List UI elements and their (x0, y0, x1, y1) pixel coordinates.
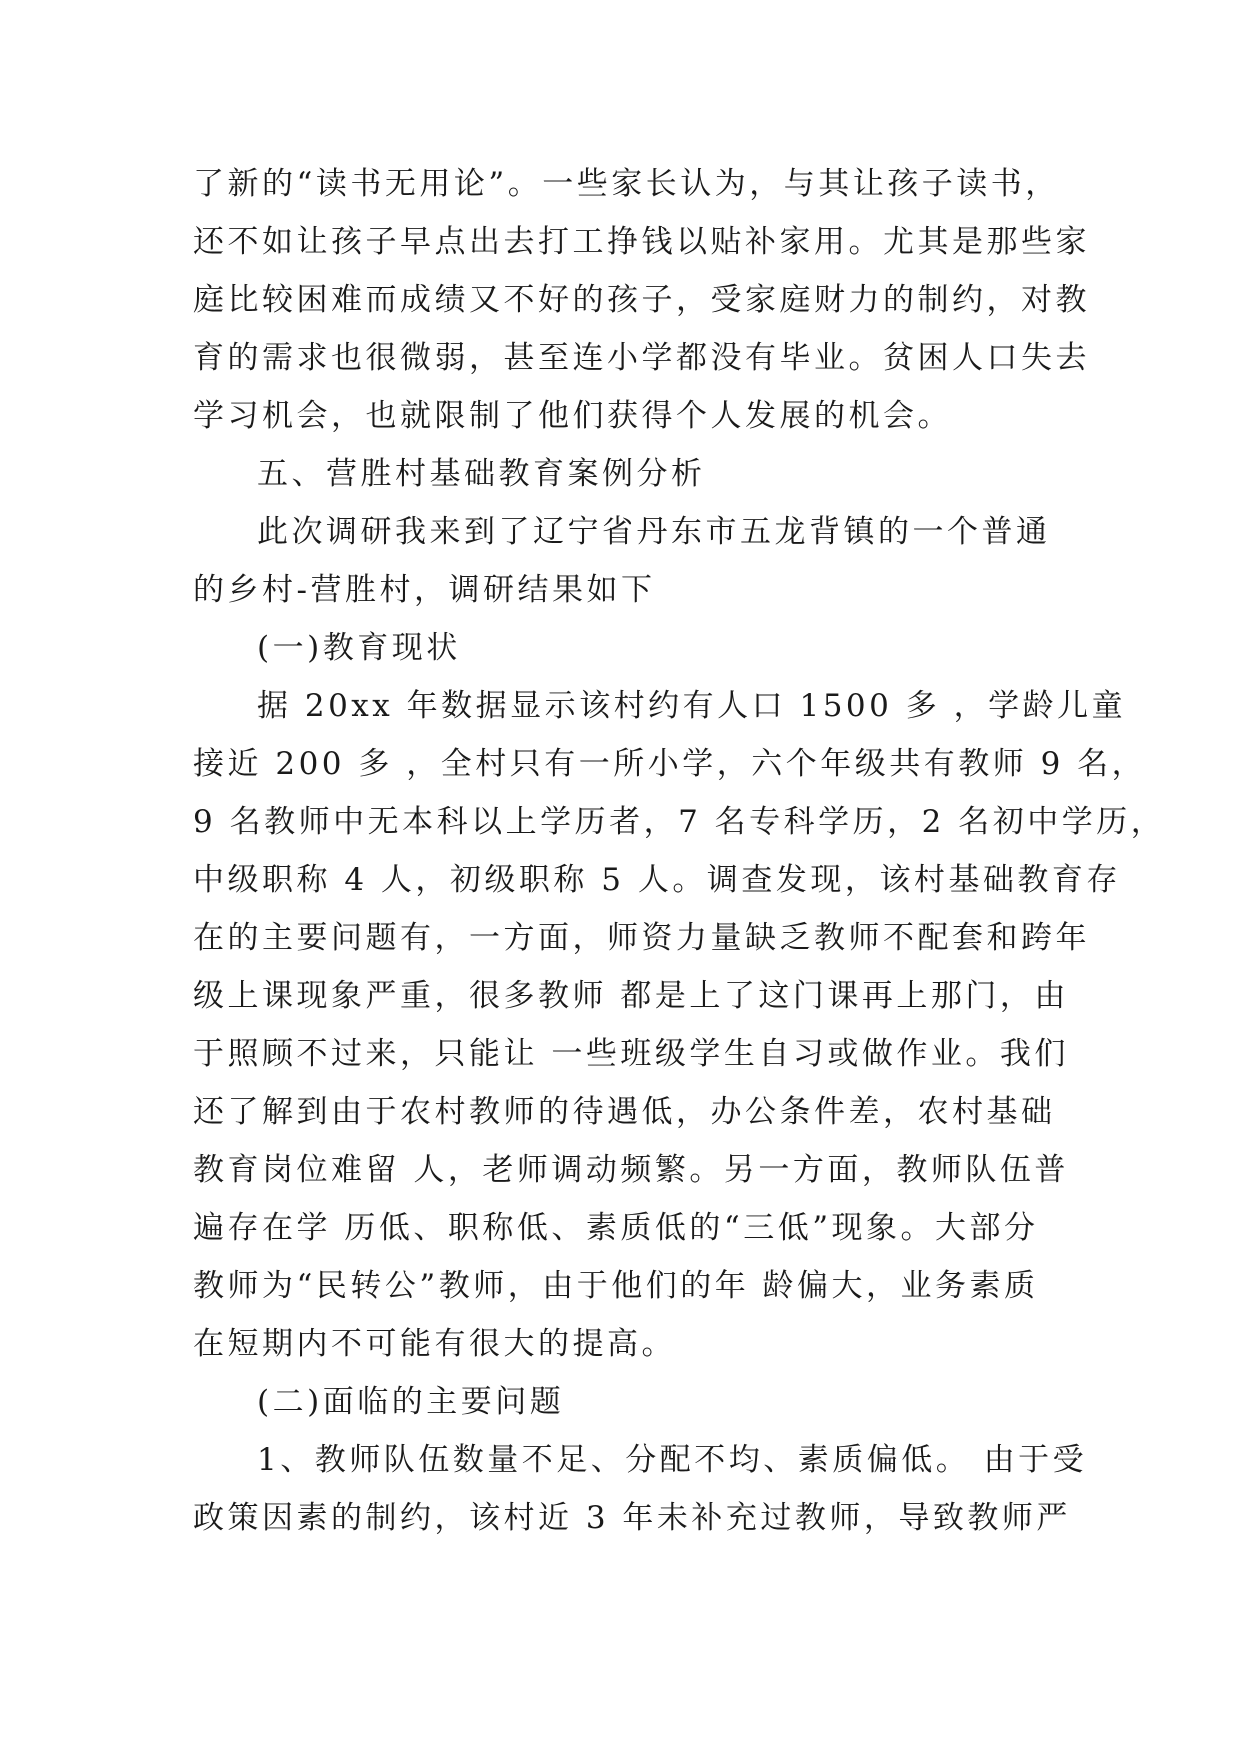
paragraph-line: 育的需求也很微弱，甚至连小学都没有毕业。贫困人口失去 (193, 340, 1090, 376)
paragraph-line: 政策因素的制约，该村近 3 年未补充过教师，导致教师严 (193, 1500, 1071, 1536)
subsection-heading: (一)教育现状 (257, 630, 461, 666)
paragraph-line: 在的主要问题有，一方面，师资力量缺乏教师不配套和跨年 (193, 920, 1090, 956)
paragraph-line: 还不如让孩子早点出去打工挣钱以贴补家用。尤其是那些家 (193, 224, 1090, 260)
paragraph-line: 庭比较困难而成绩又不好的孩子，受家庭财力的制约，对教 (193, 282, 1090, 318)
paragraph-line: 1、教师队伍数量不足、分配不均、素质偏低。 由于受 (257, 1442, 1088, 1478)
paragraph-line: 9 名教师中无本科以上学历者，7 名专科学历，2 名初中学历， (193, 804, 1166, 840)
paragraph-line: 据 20xx 年数据显示该村约有人口 1500 多 ，学龄儿童 (257, 688, 1127, 724)
paragraph-line: 学习机会，也就限制了他们获得个人发展的机会。 (193, 398, 952, 434)
paragraph-line: 的乡村-营胜村，调研结果如下 (193, 572, 656, 608)
paragraph-line: 在短期内不可能有很大的提高。 (193, 1326, 676, 1362)
paragraph-line: 于照顾不过来，只能让 一些班级学生自习或做作业。我们 (193, 1036, 1069, 1072)
paragraph-line: 接近 200 多 ，全村只有一所小学，六个年级共有教师 9 名， (193, 746, 1147, 782)
paragraph-line: 教师为“民转公”教师，由于他们的年 龄偏大，业务素质 (193, 1268, 1039, 1304)
section-heading: 五、营胜村基础教育案例分析 (257, 456, 706, 492)
paragraph-line: 教育岗位难留 人，老师调动频繁。另一方面，教师队伍普 (193, 1152, 1069, 1188)
paragraph-line: 此次调研我来到了辽宁省丹东市五龙背镇的一个普通 (257, 514, 1051, 550)
paragraph-line: 了新的“读书无用论”。一些家长认为，与其让孩子读书， (193, 166, 1060, 202)
subsection-heading: (二)面临的主要问题 (257, 1384, 565, 1420)
paragraph-line: 还了解到由于农村教师的待遇低，办公条件差，农村基础 (193, 1094, 1056, 1130)
paragraph-line: 中级职称 4 人，初级职称 5 人。调查发现，该村基础教育存 (193, 862, 1121, 898)
paragraph-line: 级上课现象严重，很多教师 都是上了这门课再上那门，由 (193, 978, 1069, 1014)
paragraph-line: 遍存在学 历低、职称低、素质低的“三低”现象。大部分 (193, 1210, 1039, 1246)
document-body (193, 155, 1166, 1547)
